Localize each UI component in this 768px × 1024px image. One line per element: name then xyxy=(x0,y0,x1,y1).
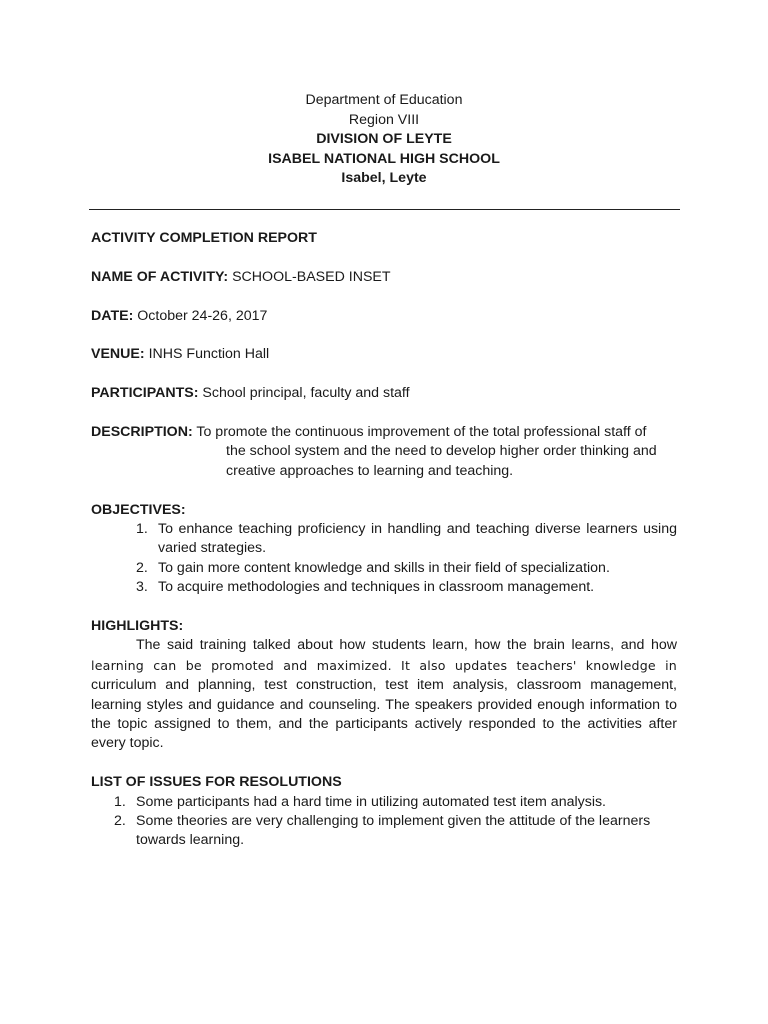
list-item xyxy=(91,812,677,851)
school-location: Isabel, Leyte xyxy=(341,170,427,186)
activity-value: SCHOOL-BASED INSET xyxy=(232,268,391,285)
highlights-part-2: learning can be promoted and maximized. It also updates teachers' knowledge in xyxy=(91,657,677,673)
objectives-section xyxy=(91,501,677,598)
list-item xyxy=(91,520,677,559)
venue-label: VENUE: xyxy=(91,346,145,363)
date-field xyxy=(91,307,677,326)
list-number: 2. xyxy=(114,813,126,830)
activity-field xyxy=(91,268,677,287)
list-text: To gain more content knowledge and skills in their field of specialization. xyxy=(158,559,610,576)
header-divider xyxy=(89,209,680,210)
issues-list xyxy=(91,793,677,851)
list-text: Some theories are very challenging to implement given the attitude of the learners towards learning. xyxy=(136,813,651,849)
objectives-heading: OBJECTIVES: xyxy=(91,501,186,518)
list-text: To enhance teaching proficiency in handling and teaching diverse learners using varied strategies. xyxy=(158,521,677,557)
highlights-paragraph xyxy=(91,636,677,753)
description-line-2: the school system and the need to develop higher order thinking and xyxy=(226,443,657,460)
list-item xyxy=(91,559,677,578)
region-line: Region VIII xyxy=(348,111,420,128)
description-label: DESCRIPTION: xyxy=(91,423,193,440)
description-field xyxy=(91,423,677,481)
description-line-1: To promote the continuous improvement of the total professional staff of xyxy=(196,423,647,440)
venue-field xyxy=(91,345,677,364)
report-title: ACTIVITY COMPLETION REPORT xyxy=(91,230,317,246)
date-label: DATE: xyxy=(91,307,134,324)
highlights-part-1: The said training talked about how students learn, how the brain learns, and how xyxy=(136,637,677,654)
highlights-heading: HIGHLIGHTS: xyxy=(91,618,184,635)
participants-label: PARTICIPANTS: xyxy=(91,385,199,402)
list-item xyxy=(91,578,677,597)
activity-label: NAME OF ACTIVITY: xyxy=(91,268,229,285)
objectives-list xyxy=(91,520,677,598)
list-number: 2. xyxy=(136,559,148,576)
list-text: To acquire methodologies and techniques in classroom management. xyxy=(158,579,595,596)
highlights-section xyxy=(91,617,677,754)
date-value: October 24-26, 2017 xyxy=(137,307,268,324)
department-line: Department of Education xyxy=(305,92,463,108)
issues-heading: LIST OF ISSUES FOR RESOLUTIONS xyxy=(91,774,342,791)
list-text: Some participants had a hard time in utilizing automated test item analysis. xyxy=(136,793,607,810)
list-number: 1. xyxy=(136,521,148,537)
school-name: ISABEL NATIONAL HIGH SCHOOL xyxy=(268,150,500,167)
list-number: 1. xyxy=(114,793,126,810)
description-line-3: creative approaches to learning and teaching. xyxy=(226,462,514,479)
division-line: DIVISION OF LEYTE xyxy=(316,131,452,147)
participants-field xyxy=(91,384,677,403)
letterhead xyxy=(0,91,768,189)
highlights-part-3: curriculum and planning, test construction, test item analysis, classroom management, learning styles and guidance and counseling. The speakers provided enough information to the topic assigned to them, and the participants actively responded to the activities after every topic. xyxy=(91,677,677,752)
participants-value: School principal, faculty and staff xyxy=(202,385,410,402)
list-item xyxy=(91,793,677,812)
report-body xyxy=(91,229,677,851)
list-number: 3. xyxy=(136,579,148,596)
issues-section xyxy=(91,773,677,851)
venue-value: INHS Function Hall xyxy=(148,346,270,363)
